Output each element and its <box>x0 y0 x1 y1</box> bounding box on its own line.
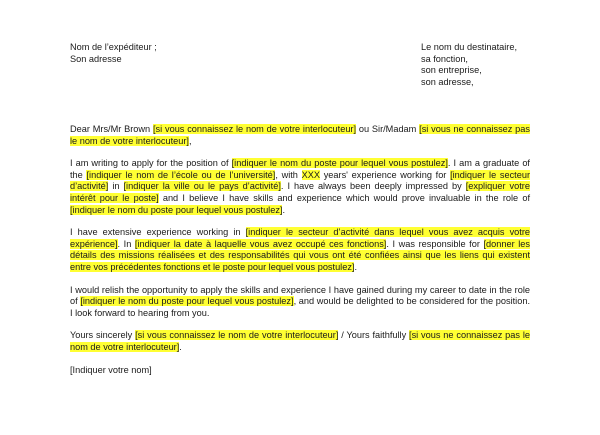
greeting-text: ou Sir/Madam <box>356 124 420 134</box>
paragraph-text: I am writing to apply for the position of <box>70 158 232 169</box>
closing-text: / Yours faithfully <box>338 330 410 341</box>
paragraph-text: . I was responsible for <box>386 238 484 249</box>
paragraph-text: . I have always been deeply impressed by <box>280 181 466 192</box>
paragraph-text: in <box>108 181 124 192</box>
placeholder-highlight: [si vous connaissez le nom de votre interlocuteur] <box>152 124 357 134</box>
placeholder-highlight: [indiquer le secteur d’activité dans lequel vous avez acquis votre expérience] <box>70 227 530 249</box>
sender-name: Nom de l’expéditeur ; <box>70 42 157 52</box>
paragraph-text: I have extensive experience working in <box>70 227 246 238</box>
recipient-name: Le nom du destinataire, <box>421 42 518 52</box>
placeholder-highlight: [si vous ne connaissez pas le nom de votre interlocuteur] <box>70 124 530 146</box>
placeholder-highlight: [indiquer le nom du poste pour lequel vous postulez] <box>70 204 283 215</box>
paragraph-text: and I believe I have skills and experience which would prove invaluable in the role of <box>158 192 530 203</box>
placeholder-highlight: [donner les détails des missions réalisées et des responsabilités qui vous ont été confiées ainsi que les liens qui existent entre vos précédentes fonctions et le poste pour lequel vous postulez] <box>70 238 530 272</box>
recipient-address: son adresse, <box>421 76 474 87</box>
greeting-text: , <box>189 135 192 146</box>
paragraph-text: . I am a graduate of the <box>70 158 530 180</box>
sender-block <box>70 42 157 65</box>
placeholder-highlight: [expliquer votre intérêt pour le poste] <box>70 181 530 203</box>
paragraph-text: . <box>282 204 286 215</box>
paragraph-text: , with <box>275 169 302 180</box>
placeholder-highlight: [indiquer le secteur d’activité] <box>70 169 531 192</box>
paragraph-text: . In <box>117 238 135 249</box>
placeholder-highlight: [si vous ne connaissez pas le nom de votre interlocuteur] <box>70 330 530 352</box>
greeting <box>70 124 530 147</box>
placeholder-highlight: [indiquer le nom du poste pour lequel vous postulez] <box>80 296 294 307</box>
greeting-text: Dear Mrs/Mr Brown <box>70 124 153 134</box>
paragraph-text: I would relish the opportunity to apply the skills and experience I have gained during my career to date in the role of <box>70 284 530 307</box>
paragraph-text: years' experience working for <box>320 169 451 180</box>
placeholder-highlight: XXX <box>301 169 321 180</box>
paragraph-text: , and would be delighted to be considered for the position. I look forward to hearing from you. <box>70 296 530 318</box>
closing-text: . <box>179 341 182 352</box>
paragraph-text: . <box>354 261 358 272</box>
placeholder-highlight: [indiquer le nom de l’école ou de l’université] <box>86 169 276 180</box>
paragraph-2 <box>70 227 530 273</box>
placeholder-highlight: [indiquer la ville ou le pays d’activité] <box>123 181 281 192</box>
paragraph-3 <box>70 285 530 320</box>
paragraph-1 <box>70 158 530 216</box>
letter-body <box>70 124 530 387</box>
recipient-block <box>421 42 517 88</box>
closing <box>70 330 530 353</box>
recipient-company: son entreprise, <box>421 65 482 76</box>
sender-address: Son adresse <box>70 53 122 64</box>
placeholder-highlight: [indiquer le nom du poste pour lequel vous postulez] <box>231 158 448 169</box>
signature: [Indiquer votre nom] <box>70 364 152 375</box>
placeholder-highlight: [indiquer la date à laquelle vous avez occupé ces fonctions] <box>134 238 387 249</box>
recipient-function: sa fonction, <box>421 53 468 64</box>
placeholder-highlight: [si vous connaissez le nom de votre interlocuteur] <box>135 330 339 341</box>
closing-text: Yours sincerely <box>70 330 136 341</box>
